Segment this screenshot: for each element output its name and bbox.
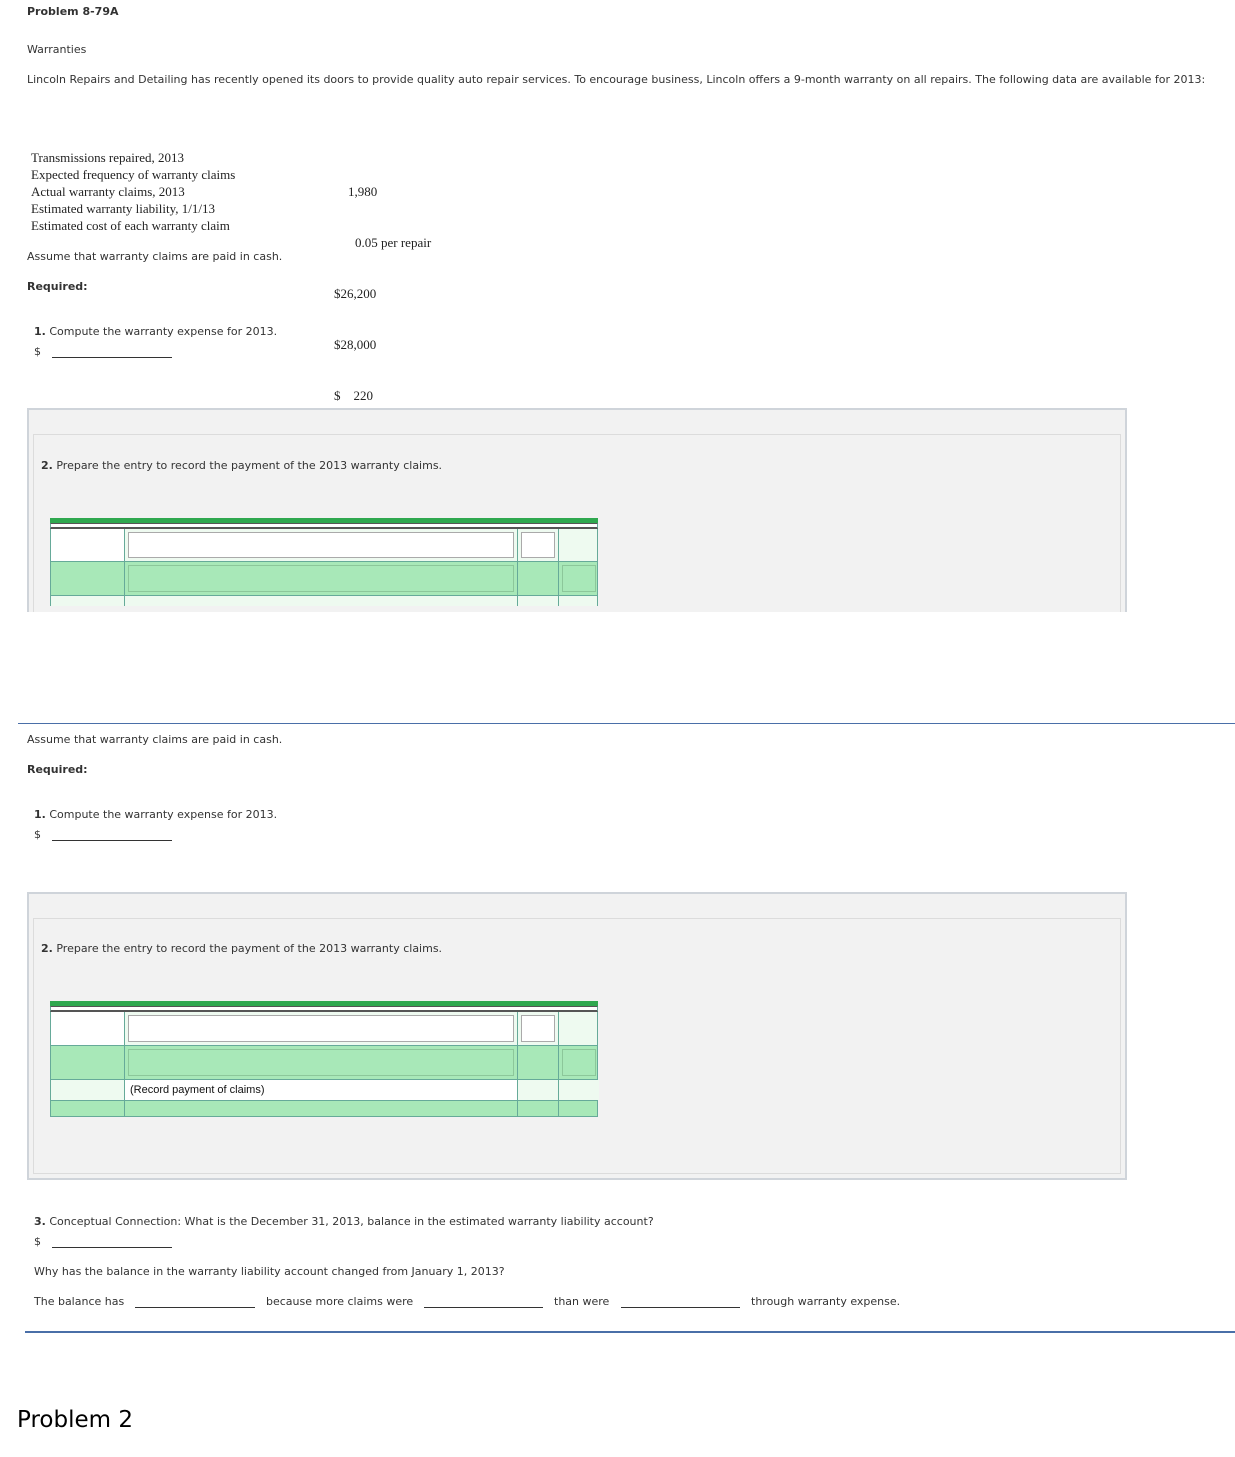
claims-action-select[interactable]: [424, 1293, 543, 1308]
date-cell[interactable]: [51, 562, 125, 595]
journal-row-total: [50, 1101, 598, 1117]
journal-table: [50, 518, 598, 606]
question-text: Conceptual Connection: What is the December 31, 2013, balance in the estimated warranty liability account?: [49, 1215, 654, 1228]
account-cell: [125, 1101, 518, 1116]
credit-cell: [559, 1080, 599, 1100]
debit-cell: [518, 1101, 559, 1116]
assume-note: Assume that warranty claims are paid in cash.: [27, 250, 283, 263]
data-value: $ 220: [334, 388, 373, 403]
account-cell: [125, 562, 518, 595]
data-label: Estimated warranty liability, 1/1/13: [31, 201, 216, 216]
debit-cell: [518, 596, 559, 606]
account-cell: [125, 1046, 518, 1079]
question-text: Prepare the entry to record the payment of the 2013 warranty claims.: [56, 459, 443, 472]
question-number: 1.: [34, 325, 46, 338]
debit-cell[interactable]: [518, 562, 559, 595]
currency-symbol: $: [34, 1235, 41, 1248]
debit-cell[interactable]: [518, 1046, 559, 1079]
data-value: $28,000: [334, 337, 377, 352]
assume-note: Assume that warranty claims are paid in cash.: [27, 733, 283, 746]
currency-symbol: $: [34, 828, 41, 841]
date-cell[interactable]: [51, 1012, 125, 1045]
warranty-expense-input[interactable]: [52, 343, 172, 358]
sentence-part-3: than were: [554, 1295, 610, 1308]
account-input[interactable]: [128, 565, 514, 592]
data-label: Actual warranty claims, 2013: [31, 184, 185, 199]
debit-input[interactable]: [521, 1015, 555, 1042]
journal-table: [50, 1001, 598, 1117]
sentence-part-1: The balance has: [34, 1295, 125, 1308]
data-values: [334, 149, 431, 421]
date-cell: [51, 1080, 125, 1100]
section-divider: [25, 1331, 1235, 1333]
accrual-action-select[interactable]: [621, 1293, 740, 1308]
section-divider: [18, 723, 1235, 724]
journal-row-memo: [50, 596, 598, 606]
warranty-expense-input[interactable]: [52, 826, 172, 841]
journal-row-debit: [50, 1012, 598, 1046]
debit-input[interactable]: [521, 532, 555, 558]
problem-title: Problem 8-79A: [27, 5, 119, 18]
date-cell: [51, 596, 125, 606]
credit-cell[interactable]: [559, 529, 599, 561]
next-problem-heading: Problem 2: [17, 1407, 133, 1433]
question-number: 1.: [34, 808, 46, 821]
credit-cell[interactable]: [559, 1012, 599, 1045]
debit-cell: [518, 1012, 559, 1045]
question-2: [41, 459, 442, 472]
debit-cell: [518, 1080, 559, 1100]
date-cell[interactable]: [51, 529, 125, 561]
data-labels: [31, 149, 235, 234]
intro-paragraph: Lincoln Repairs and Detailing has recently opened its doors to provide quality auto repair services. To encourage business, Lincoln offers a 9-month warranty on all repairs. The following data are available for 2013:: [27, 73, 1206, 86]
account-cell: [125, 596, 518, 606]
account-cell: [125, 1012, 518, 1045]
data-value: $26,200: [334, 286, 377, 301]
account-input[interactable]: [128, 1049, 514, 1076]
debit-cell: [518, 529, 559, 561]
account-input[interactable]: [128, 1015, 514, 1042]
data-label: Transmissions repaired, 2013: [31, 150, 184, 165]
data-value: 1,980: [348, 184, 378, 199]
date-cell[interactable]: [51, 1046, 125, 1079]
question-number: 2.: [41, 459, 53, 472]
account-cell: [125, 529, 518, 561]
journal-row-debit: [50, 529, 598, 562]
credit-input[interactable]: [562, 1049, 596, 1076]
question-text: Compute the warranty expense for 2013.: [49, 808, 278, 821]
credit-cell: [559, 1046, 599, 1079]
data-label: Estimated cost of each warranty claim: [31, 218, 230, 233]
question-3: [34, 1215, 654, 1228]
memo-cell: [125, 1080, 518, 1100]
balance-change-select[interactable]: [135, 1293, 255, 1308]
date-cell: [51, 1101, 125, 1116]
currency-symbol: $: [34, 345, 41, 358]
question-text: Prepare the entry to record the payment of the 2013 warranty claims.: [56, 942, 443, 955]
why-question: Why has the balance in the warranty liability account changed from January 1, 2013?: [34, 1265, 505, 1278]
question-1: [34, 325, 277, 338]
liability-balance-input[interactable]: [52, 1233, 172, 1248]
journal-row-memo: [50, 1080, 598, 1101]
topic-heading: Warranties: [27, 43, 87, 56]
memo-text: (Record payment of claims): [130, 1084, 265, 1096]
sentence-part-2: because more claims were: [266, 1295, 414, 1308]
question-2: [41, 942, 442, 955]
account-input[interactable]: [128, 532, 514, 558]
question-1: [34, 808, 277, 821]
question-number: 3.: [34, 1215, 46, 1228]
journal-row-credit: [50, 562, 598, 596]
data-label: Expected frequency of warranty claims: [31, 167, 236, 182]
credit-cell: [559, 562, 599, 595]
required-heading: Required:: [27, 763, 88, 776]
data-value: 0.05 per repair: [355, 235, 432, 250]
question-number: 2.: [41, 942, 53, 955]
credit-input[interactable]: [562, 565, 596, 592]
journal-row-credit: [50, 1046, 598, 1080]
required-heading: Required:: [27, 280, 88, 293]
question-text: Compute the warranty expense for 2013.: [49, 325, 278, 338]
sentence-part-4: through warranty expense.: [751, 1295, 901, 1308]
journal-panel-clip: [0, 407, 1235, 612]
